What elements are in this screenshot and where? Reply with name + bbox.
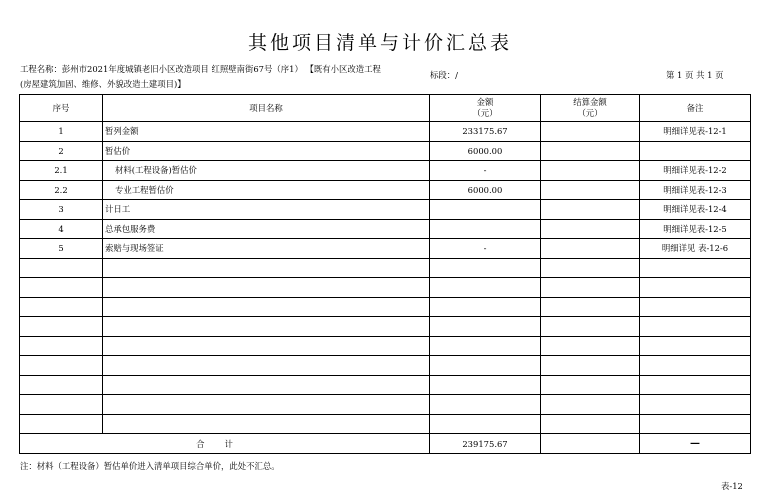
empty-row	[20, 414, 751, 434]
cell-no: 3	[20, 200, 103, 220]
header-amount-unit: （元）	[472, 108, 498, 118]
cell-name: 总承包服务费	[103, 219, 430, 239]
total-label: 合计	[20, 434, 430, 454]
header-settle-unit: （元）	[577, 108, 603, 118]
page-indicator: 第 1 页 共 1 页	[666, 70, 724, 80]
cell-amount: -	[430, 161, 541, 181]
cell-no: 2.1	[20, 161, 103, 181]
cell-no: 5	[20, 239, 103, 259]
header-name: 项目名称	[103, 95, 430, 122]
summary-table	[19, 94, 751, 454]
header-settle-label: 结算金额	[573, 97, 607, 107]
table-row	[20, 200, 751, 220]
cell-no: 2.2	[20, 180, 103, 200]
cell-name: 暂估价	[103, 141, 430, 161]
header-amount	[430, 95, 541, 122]
header-no: 序号	[20, 95, 103, 122]
cell-settle	[541, 219, 640, 239]
cell-note: 明细详见表-12-1	[640, 122, 751, 142]
header-settle	[541, 95, 640, 122]
empty-row	[20, 336, 751, 356]
table-row	[20, 180, 751, 200]
cell-name: 暂列金额	[103, 122, 430, 142]
table-header-row	[20, 95, 751, 122]
table-row	[20, 219, 751, 239]
empty-row	[20, 356, 751, 376]
table-number: 表-12	[721, 481, 743, 491]
cell-name: 专业工程暂估价	[103, 180, 430, 200]
cell-note: 明细详见表-12-4	[640, 200, 751, 220]
cell-settle	[541, 122, 640, 142]
cell-settle	[541, 180, 640, 200]
table-row	[20, 161, 751, 181]
cell-settle	[541, 239, 640, 259]
cell-note: 明细详见表-12-3	[640, 180, 751, 200]
page-title: 其他项目清单与计价汇总表	[247, 32, 512, 54]
cell-name: 计日工	[103, 200, 430, 220]
project-name-line2: (房屋建筑加固、维修、外貌改造土建项目)】	[20, 79, 186, 89]
cell-note	[640, 141, 751, 161]
project-name	[20, 62, 430, 92]
header-amount-label: 金额	[476, 97, 494, 107]
cell-no: 1	[20, 122, 103, 142]
table-row	[20, 122, 751, 142]
empty-row	[20, 395, 751, 415]
cell-amount	[430, 200, 541, 220]
cell-note: 明细详见 表-12-6	[640, 239, 751, 259]
cell-no: 2	[20, 141, 103, 161]
cell-name: 索赔与现场签证	[103, 239, 430, 259]
cell-no: 4	[20, 219, 103, 239]
empty-row	[20, 278, 751, 298]
cell-settle	[541, 200, 640, 220]
section-label: 标段：/	[430, 70, 458, 80]
cell-amount: 6000.00	[430, 141, 541, 161]
empty-row	[20, 297, 751, 317]
total-note: —	[640, 434, 751, 454]
cell-amount: -	[430, 239, 541, 259]
cell-name: 材料(工程设备)暂估价	[103, 161, 430, 181]
total-settle	[541, 434, 640, 454]
empty-row	[20, 258, 751, 278]
cell-note: 明细详见表-12-2	[640, 161, 751, 181]
cell-note: 明细详见表-12-5	[640, 219, 751, 239]
total-row	[20, 434, 751, 454]
table-row	[20, 141, 751, 161]
header-note: 备注	[640, 95, 751, 122]
project-name-line1: 工程名称：彭州市2021年度城镇老旧小区改造项目 红照壁南街67号（序1） 【既有小区改造工程	[20, 64, 381, 74]
footnote: 注：材料（工程设备）暂估单价进入清单项目综合单价，此处不汇总。	[20, 461, 280, 471]
cell-amount: 233175.67	[430, 122, 541, 142]
empty-row	[20, 317, 751, 337]
cell-amount	[430, 219, 541, 239]
empty-row	[20, 375, 751, 395]
cell-amount: 6000.00	[430, 180, 541, 200]
table-row	[20, 239, 751, 259]
cell-settle	[541, 161, 640, 181]
total-amount: 239175.67	[430, 434, 541, 454]
cell-settle	[541, 141, 640, 161]
